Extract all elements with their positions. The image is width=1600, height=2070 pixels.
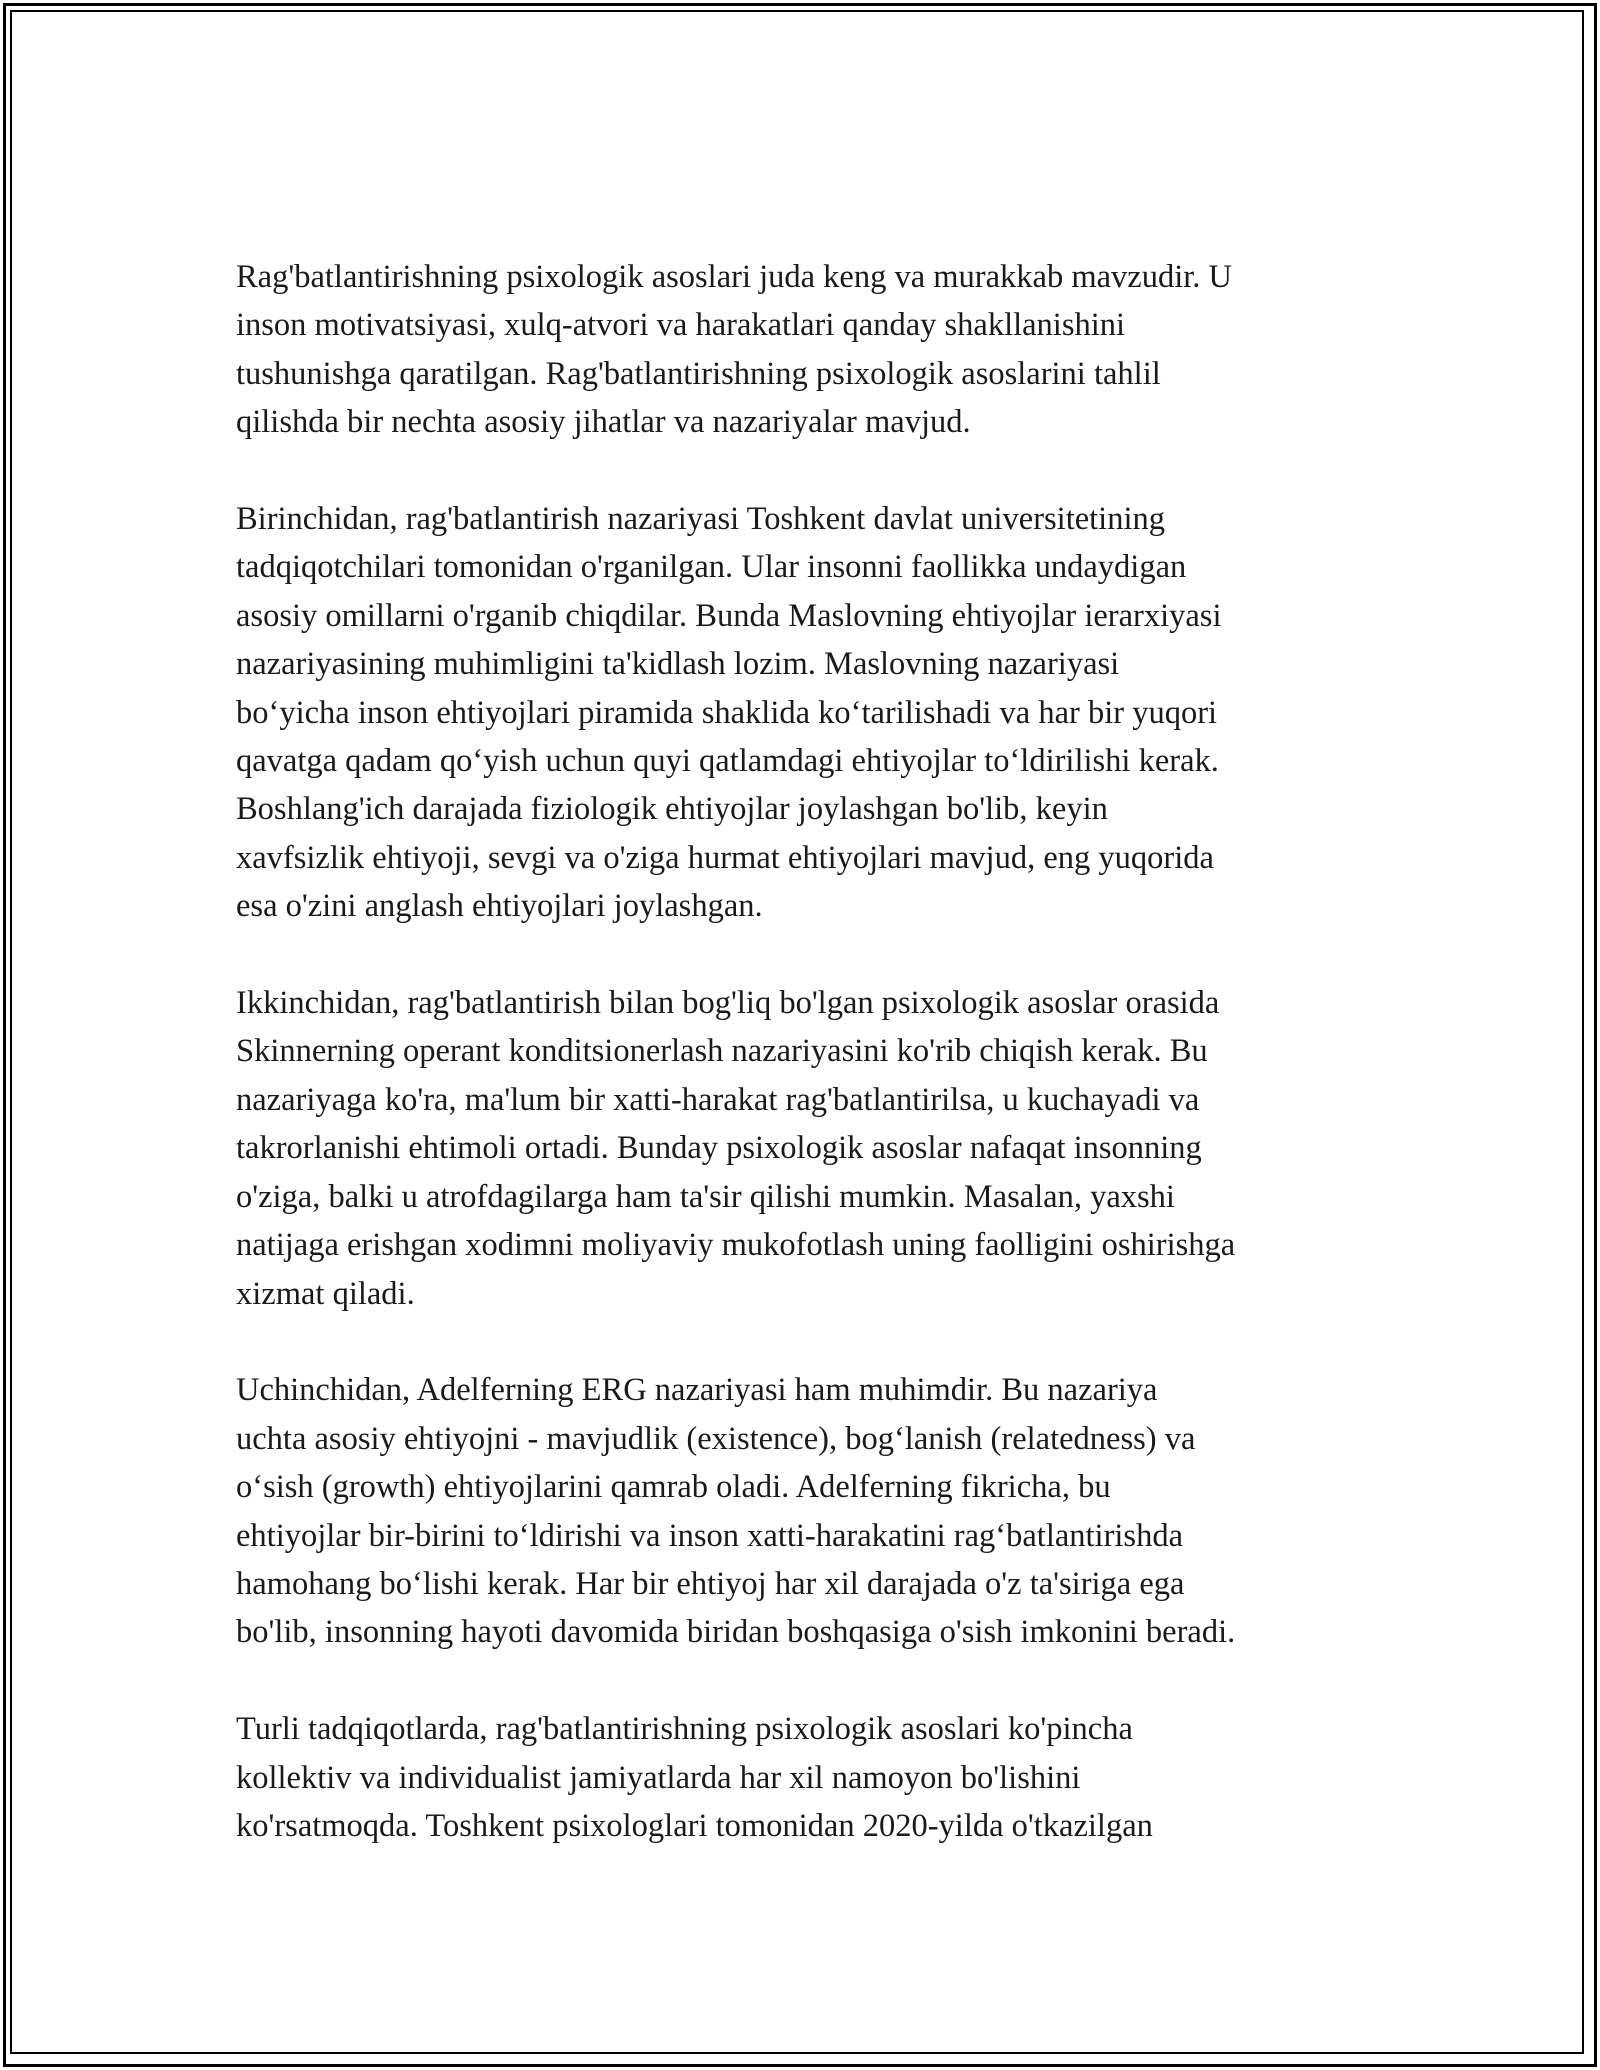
paragraph-second-skinner: Ikkinchidan, rag'batlantirish bilan bog'liq bo'lgan psixologik asoslar orasida Skinnerning operant konditsionerlash nazariyasini ko'rib chiqish kerak. Bu nazariyaga ko'ra, ma'lum bir xatti-harakat rag'batlantirilsa, u kuchayadi va takrorlanishi ehtimoli ortadi. Bunday psixologik asoslar nafaqat insonning o'ziga, balki u atrofdagilarga ham ta'sir qilishi mumkin. Masalan, yaxshi natijaga erishgan xodimni moliyaviy mukofotlash uning faolligini oshirishga xizmat qiladi.: [236, 985, 1236, 1312]
paragraph-intro: Rag'batlantirishning psixologik asoslari juda keng va murakkab mavzudir. U inson motivatsiyasi, xulq-atvori va harakatlari qanday shakllanishini tushunishga qaratilgan. Rag'batlantirishning psixologik asoslarini tahlil qilishda bir nechta asosiy jihatlar va nazariyalar mavjud.: [236, 259, 1233, 441]
paragraph-research: Turli tadqiqotlarda, rag'batlantirishning psixologik asoslari ko'pincha kollektiv va individualist jamiyatlarda har xil namoyon bo'lishini ko'rsatmoqda. Toshkent psixologlari tomonidan 2020-yilda o'tkazilgan: [236, 1711, 1153, 1844]
document-body: [236, 253, 1376, 1899]
paragraph-first-maslow: Birinchidan, rag'batlantirish nazariyasi Toshkent davlat universitetining tadqiqotchilari tomonidan o'rganilgan. Ular insonni faollikka undaydigan asosiy omillarni o'rganib chiqdilar. Bunda Maslovning ehtiyojlar ierarxiyasi nazariyasining muhimligini ta'kidlash lozim. Maslovning nazariyasi bo‘yicha inson ehtiyojlari piramida shaklida ko‘tarilishadi va har bir yuqori qavatga qadam qo‘yish uchun quyi qatlamdagi ehtiyojlar to‘ldirilishi kerak. Boshlang'ich darajada fiziologik ehtiyojlar joylashgan bo'lib, keyin xavfsizlik ehtiyoji, sevgi va o'ziga hurmat ehtiyojlari mavjud, eng yuqorida esa o'zini anglash ehtiyojlari joylashgan.: [236, 501, 1222, 925]
paragraph-third-erg: Uchinchidan, Adelferning ERG nazariyasi ham muhimdir. Bu nazariya uchta asosiy ehtiyojni - mavjudlik (existence), bog‘lanish (relatedness) va o‘sish (growth) ehtiyojlarini qamrab oladi. Adelferning fikricha, bu ehtiyojlar bir-birini to‘ldirishi va inson xatti-harakatini rag‘batlantirishda hamohang bo‘lishi kerak. Har bir ehtiyoj har xil darajada o'z ta'siriga ega bo'lib, insonning hayoti davomida biridan boshqasiga o'sish imkonini beradi.: [236, 1372, 1236, 1651]
